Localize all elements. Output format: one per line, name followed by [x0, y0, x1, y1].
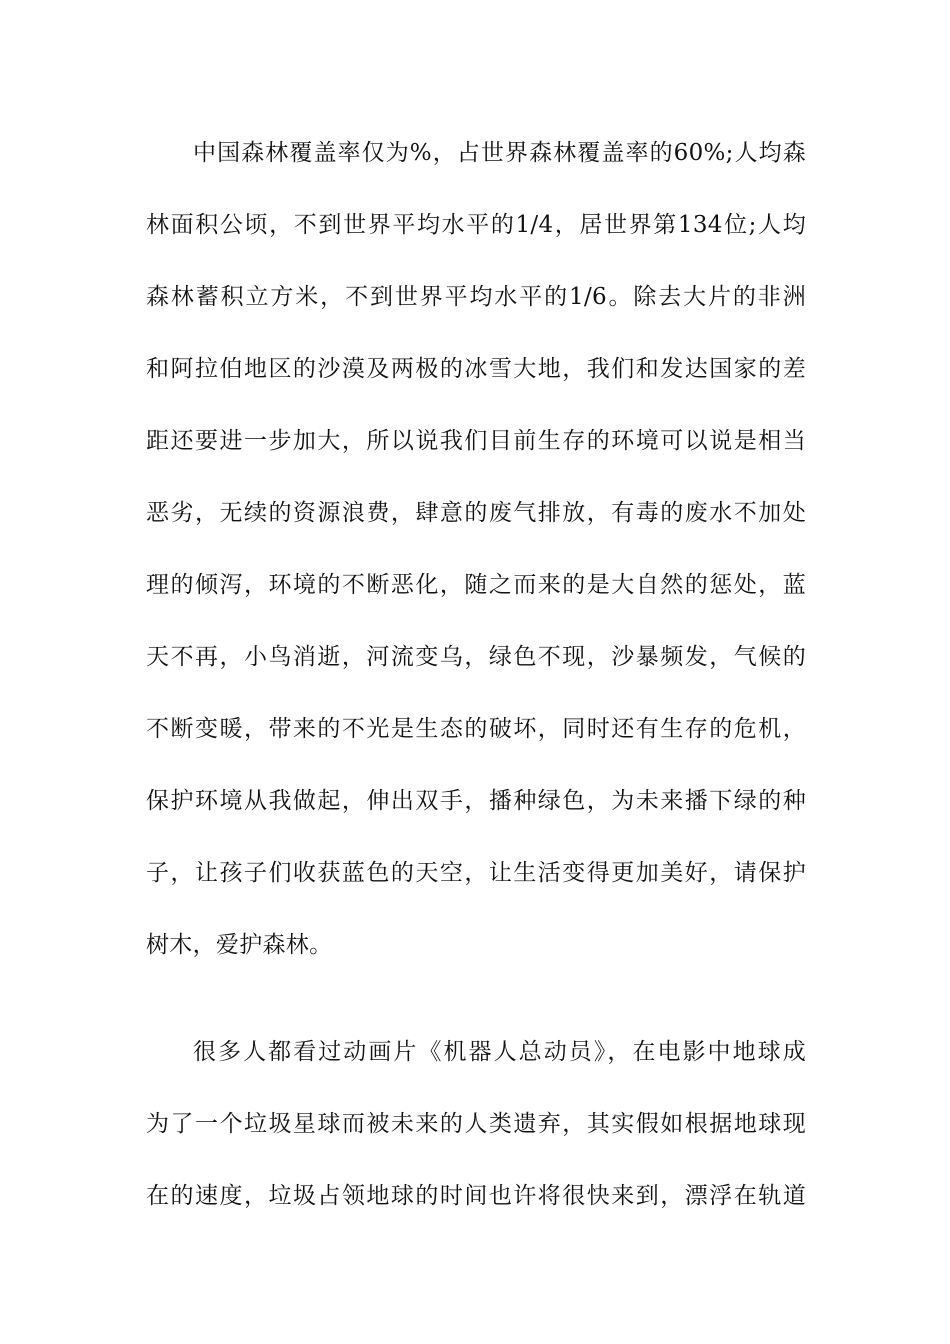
- paragraph-1-line-7: 理的倾泻，环境的不断恶化，随之而来的是大自然的惩处，蓝: [146, 572, 806, 598]
- paragraph-1-line-9: 不断变暖，带来的不光是生态的破坏，同时还有生存的危机，: [146, 716, 806, 742]
- paragraph-2-line-2: 为了一个垃圾星球而被未来的人类遗弃，其实假如根据地球现: [146, 1111, 806, 1137]
- paragraph-2-line-1: 很多人都看过动画片《机器人总动员》，在电影中地球成: [193, 1039, 806, 1065]
- paragraph-1-line-2: 林面积公顷，不到世界平均水平的1/4，居世界第134位;人均: [146, 212, 806, 238]
- paragraph-1-line-4: 和阿拉伯地区的沙漠及两极的冰雪大地，我们和发达国家的差: [146, 356, 806, 382]
- paragraph-2-line-3: 在的速度，垃圾占领地球的时间也许将很快来到，漂浮在轨道: [146, 1183, 806, 1209]
- paragraph-1-line-11: 子，让孩子们收获蓝色的天空，让生活变得更加美好，请保护: [146, 860, 806, 886]
- paragraph-1-line-3: 森林蓄积立方米，不到世界平均水平的1/6。除去大片的非洲: [146, 284, 806, 310]
- paragraph-1-line-6: 恶劣，无续的资源浪费，肆意的废气排放，有毒的废水不加处: [146, 500, 806, 526]
- paragraph-1-line-12: 树木，爱护森林。: [146, 932, 333, 958]
- paragraph-1-line-10: 保护环境从我做起，伸出双手，播种绿色，为未来播下绿的种: [146, 788, 806, 814]
- paragraph-1-line-1: 中国森林覆盖率仅为%，占世界森林覆盖率的60%;人均森: [193, 140, 806, 166]
- paragraph-1-line-8: 天不再，小鸟消逝，河流变乌，绿色不现，沙暴频发，气候的: [146, 644, 806, 670]
- paragraph-1-line-5: 距还要进一步加大，所以说我们目前生存的环境可以说是相当: [146, 428, 806, 454]
